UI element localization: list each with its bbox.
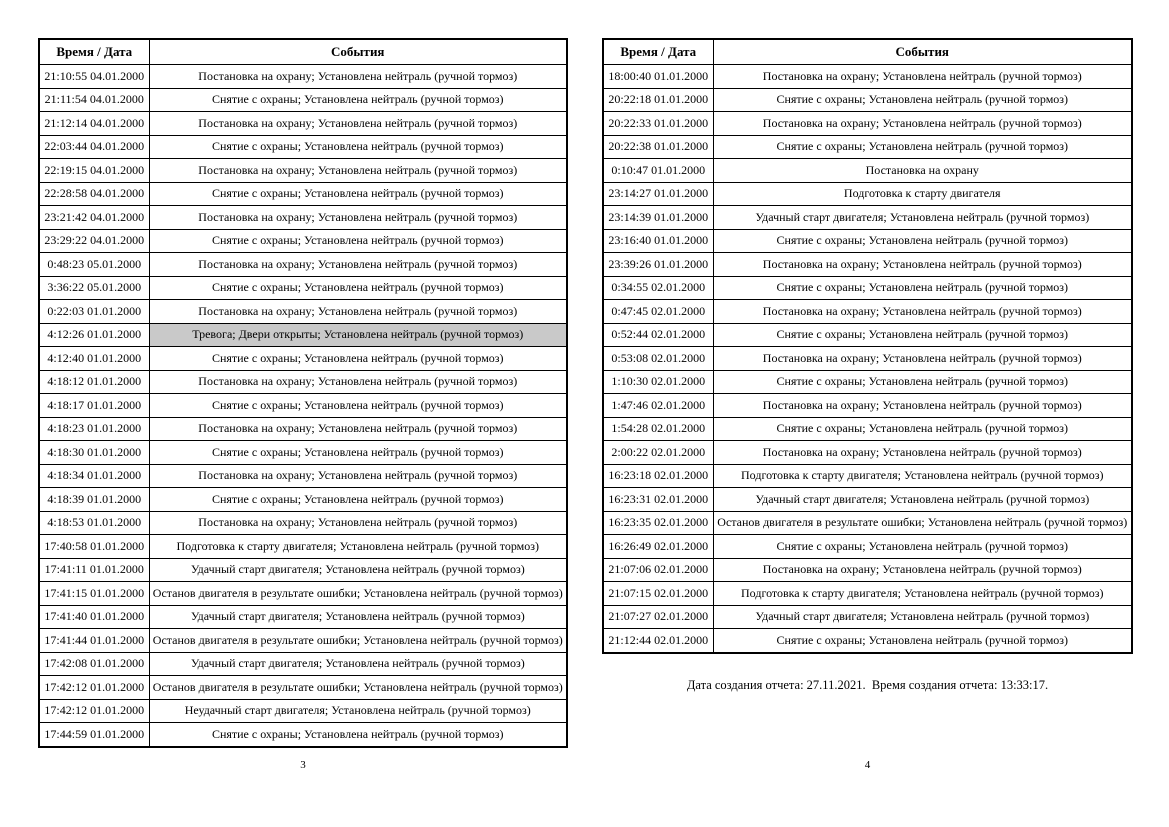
event-cell: Удачный старт двигателя; Установлена нейтраль (ручной тормоз) — [149, 605, 567, 629]
event-cell: Снятие с охраны; Установлена нейтраль (ручной тормоз) — [713, 417, 1132, 441]
time-date-cell: 4:12:26 01.01.2000 — [39, 323, 149, 347]
time-date-cell: 17:42:08 01.01.2000 — [39, 652, 149, 676]
event-cell: Постановка на охрану; Установлена нейтраль (ручной тормоз) — [149, 511, 567, 535]
time-date-cell: 22:19:15 04.01.2000 — [39, 159, 149, 183]
event-cell: Снятие с охраны; Установлена нейтраль (ручной тормоз) — [713, 629, 1132, 653]
table-row — [603, 206, 1132, 230]
table-row — [39, 206, 567, 230]
event-cell: Подготовка к старту двигателя — [713, 182, 1132, 206]
event-cell: Останов двигателя в результате ошибки; Установлена нейтраль (ручной тормоз) — [713, 511, 1132, 535]
event-cell: Постановка на охрану; Установлена нейтраль (ручной тормоз) — [149, 206, 567, 230]
table-row — [603, 112, 1132, 136]
table-row — [39, 676, 567, 700]
page-number: 3 — [300, 759, 306, 771]
time-date-cell: 17:42:12 01.01.2000 — [39, 699, 149, 723]
event-cell: Снятие с охраны; Установлена нейтраль (ручной тормоз) — [149, 276, 567, 300]
table-row — [39, 582, 567, 606]
table-row — [603, 229, 1132, 253]
table-row — [39, 652, 567, 676]
time-date-cell: 23:16:40 01.01.2000 — [603, 229, 713, 253]
event-cell: Удачный старт двигателя; Установлена нейтраль (ручной тормоз) — [713, 605, 1132, 629]
event-cell: Снятие с охраны; Установлена нейтраль (ручной тормоз) — [713, 135, 1132, 159]
table-row — [39, 558, 567, 582]
time-date-cell: 1:47:46 02.01.2000 — [603, 394, 713, 418]
table-row — [39, 182, 567, 206]
table-row — [603, 629, 1132, 653]
event-cell: Постановка на охрану; Установлена нейтраль (ручной тормоз) — [713, 441, 1132, 465]
time-date-cell: 4:18:53 01.01.2000 — [39, 511, 149, 535]
events-table-body — [603, 65, 1132, 653]
event-cell: Постановка на охрану; Установлена нейтраль (ручной тормоз) — [149, 253, 567, 277]
table-row — [603, 535, 1132, 559]
table-row — [603, 347, 1132, 371]
table-row — [603, 558, 1132, 582]
event-cell: Постановка на охрану; Установлена нейтраль (ручной тормоз) — [149, 464, 567, 488]
event-cell: Постановка на охрану; Установлена нейтраль (ручной тормоз) — [713, 253, 1132, 277]
time-date-cell: 21:07:15 02.01.2000 — [603, 582, 713, 606]
time-date-cell: 20:22:18 01.01.2000 — [603, 88, 713, 112]
event-cell: Снятие с охраны; Установлена нейтраль (ручной тормоз) — [713, 535, 1132, 559]
time-date-cell: 22:28:58 04.01.2000 — [39, 182, 149, 206]
time-date-cell: 17:41:40 01.01.2000 — [39, 605, 149, 629]
column-header-time-date: Время / Дата — [39, 39, 149, 65]
table-row — [39, 88, 567, 112]
time-date-cell: 23:39:26 01.01.2000 — [603, 253, 713, 277]
time-date-cell: 20:22:38 01.01.2000 — [603, 135, 713, 159]
time-date-cell: 4:18:23 01.01.2000 — [39, 417, 149, 441]
table-row — [39, 464, 567, 488]
time-date-cell: 17:44:59 01.01.2000 — [39, 723, 149, 747]
table-row — [39, 629, 567, 653]
time-date-cell: 0:22:03 01.01.2000 — [39, 300, 149, 324]
event-cell: Снятие с охраны; Установлена нейтраль (ручной тормоз) — [149, 723, 567, 747]
event-cell: Постановка на охрану; Установлена нейтраль (ручной тормоз) — [713, 112, 1132, 136]
events-table — [602, 38, 1133, 654]
time-date-cell: 4:18:39 01.01.2000 — [39, 488, 149, 512]
table-row — [39, 535, 567, 559]
time-date-cell: 0:10:47 01.01.2000 — [603, 159, 713, 183]
time-date-cell: 16:23:35 02.01.2000 — [603, 511, 713, 535]
time-date-cell: 23:14:27 01.01.2000 — [603, 182, 713, 206]
table-row — [39, 511, 567, 535]
event-cell: Снятие с охраны; Установлена нейтраль (ручной тормоз) — [149, 488, 567, 512]
event-cell: Снятие с охраны; Установлена нейтраль (ручной тормоз) — [713, 229, 1132, 253]
event-cell: Снятие с охраны; Установлена нейтраль (ручной тормоз) — [149, 347, 567, 371]
event-cell: Постановка на охрану; Установлена нейтраль (ручной тормоз) — [149, 370, 567, 394]
time-date-cell: 17:41:15 01.01.2000 — [39, 582, 149, 606]
table-row — [603, 370, 1132, 394]
table-row — [603, 65, 1132, 89]
event-cell: Удачный старт двигателя; Установлена нейтраль (ручной тормоз) — [149, 652, 567, 676]
event-cell: Постановка на охрану; Установлена нейтраль (ручной тормоз) — [149, 112, 567, 136]
event-cell: Постановка на охрану; Установлена нейтраль (ручной тормоз) — [149, 159, 567, 183]
table-row — [603, 605, 1132, 629]
table-row — [39, 323, 567, 347]
time-date-cell: 18:00:40 01.01.2000 — [603, 65, 713, 89]
event-cell: Останов двигателя в результате ошибки; Установлена нейтраль (ручной тормоз) — [149, 582, 567, 606]
table-row — [39, 229, 567, 253]
event-cell: Снятие с охраны; Установлена нейтраль (ручной тормоз) — [149, 229, 567, 253]
table-row — [603, 582, 1132, 606]
time-date-cell: 0:48:23 05.01.2000 — [39, 253, 149, 277]
table-row — [39, 370, 567, 394]
time-date-cell: 3:36:22 05.01.2000 — [39, 276, 149, 300]
time-date-cell: 20:22:33 01.01.2000 — [603, 112, 713, 136]
time-date-cell: 21:07:27 02.01.2000 — [603, 605, 713, 629]
column-header-time-date: Время / Дата — [603, 39, 713, 65]
event-cell: Постановка на охрану; Установлена нейтраль (ручной тормоз) — [149, 417, 567, 441]
table-row — [603, 135, 1132, 159]
time-date-cell: 4:18:30 01.01.2000 — [39, 441, 149, 465]
table-row — [39, 159, 567, 183]
event-cell: Снятие с охраны; Установлена нейтраль (ручной тормоз) — [149, 441, 567, 465]
event-cell: Подготовка к старту двигателя; Установлена нейтраль (ручной тормоз) — [149, 535, 567, 559]
event-cell: Снятие с охраны; Установлена нейтраль (ручной тормоз) — [149, 135, 567, 159]
time-date-cell: 16:23:31 02.01.2000 — [603, 488, 713, 512]
time-date-cell: 4:12:40 01.01.2000 — [39, 347, 149, 371]
time-date-cell: 1:54:28 02.01.2000 — [603, 417, 713, 441]
time-date-cell: 0:47:45 02.01.2000 — [603, 300, 713, 324]
events-table — [38, 38, 568, 748]
time-date-cell: 17:40:58 01.01.2000 — [39, 535, 149, 559]
column-header-events: События — [713, 39, 1132, 65]
event-cell: Постановка на охрану; Установлена нейтраль (ручной тормоз) — [713, 300, 1132, 324]
event-cell: Удачный старт двигателя; Установлена нейтраль (ручной тормоз) — [713, 488, 1132, 512]
table-row — [603, 441, 1132, 465]
time-date-cell: 21:07:06 02.01.2000 — [603, 558, 713, 582]
event-cell: Неудачный старт двигателя; Установлена нейтраль (ручной тормоз) — [149, 699, 567, 723]
time-date-cell: 16:26:49 02.01.2000 — [603, 535, 713, 559]
table-row — [603, 323, 1132, 347]
event-cell: Снятие с охраны; Установлена нейтраль (ручной тормоз) — [713, 370, 1132, 394]
events-table-body — [39, 65, 567, 747]
event-cell: Постановка на охрану; Установлена нейтраль (ручной тормоз) — [713, 65, 1132, 89]
time-date-cell: 17:42:12 01.01.2000 — [39, 676, 149, 700]
event-cell: Постановка на охрану; Установлена нейтраль (ручной тормоз) — [713, 394, 1132, 418]
time-date-cell: 17:41:44 01.01.2000 — [39, 629, 149, 653]
table-row — [603, 253, 1132, 277]
time-date-cell: 0:52:44 02.01.2000 — [603, 323, 713, 347]
time-date-cell: 4:18:34 01.01.2000 — [39, 464, 149, 488]
time-date-cell: 23:29:22 04.01.2000 — [39, 229, 149, 253]
time-date-cell: 2:00:22 02.01.2000 — [603, 441, 713, 465]
event-cell: Удачный старт двигателя; Установлена нейтраль (ручной тормоз) — [713, 206, 1132, 230]
table-row — [39, 723, 567, 747]
table-row — [39, 441, 567, 465]
table-row — [39, 605, 567, 629]
event-cell: Снятие с охраны; Установлена нейтраль (ручной тормоз) — [149, 88, 567, 112]
table-row — [603, 417, 1132, 441]
table-row — [39, 417, 567, 441]
table-row — [603, 159, 1132, 183]
table-row — [39, 135, 567, 159]
event-cell: Останов двигателя в результате ошибки; Установлена нейтраль (ручной тормоз) — [149, 629, 567, 653]
table-row — [39, 699, 567, 723]
page-number: 4 — [864, 759, 871, 771]
table-row — [39, 488, 567, 512]
event-cell: Снятие с охраны; Установлена нейтраль (ручной тормоз) — [713, 276, 1132, 300]
event-cell: Постановка на охрану; Установлена нейтраль (ручной тормоз) — [713, 558, 1132, 582]
event-cell: Подготовка к старту двигателя; Установлена нейтраль (ручной тормоз) — [713, 582, 1132, 606]
event-cell: Останов двигателя в результате ошибки; Установлена нейтраль (ручной тормоз) — [149, 676, 567, 700]
event-cell: Постановка на охрану; Установлена нейтраль (ручной тормоз) — [149, 300, 567, 324]
table-row — [39, 300, 567, 324]
report-page-4 — [602, 38, 1133, 808]
time-date-cell: 17:41:11 01.01.2000 — [39, 558, 149, 582]
table-row — [603, 394, 1132, 418]
table-row — [603, 88, 1132, 112]
event-cell: Постановка на охрану — [713, 159, 1132, 183]
table-row — [603, 182, 1132, 206]
time-date-cell: 21:12:44 02.01.2000 — [603, 629, 713, 653]
event-cell: Снятие с охраны; Установлена нейтраль (ручной тормоз) — [149, 394, 567, 418]
time-date-cell: 21:10:55 04.01.2000 — [39, 65, 149, 89]
table-header-row — [603, 39, 1132, 65]
time-date-cell: 1:10:30 02.01.2000 — [603, 370, 713, 394]
event-cell: Снятие с охраны; Установлена нейтраль (ручной тормоз) — [713, 323, 1132, 347]
time-date-cell: 21:12:14 04.01.2000 — [39, 112, 149, 136]
time-date-cell: 16:23:18 02.01.2000 — [603, 464, 713, 488]
table-row — [39, 65, 567, 89]
report-page-3 — [38, 38, 568, 808]
event-cell: Постановка на охрану; Установлена нейтраль (ручной тормоз) — [149, 65, 567, 89]
event-cell-alarm-highlighted: Тревога; Двери открыты; Установлена нейтраль (ручной тормоз) — [149, 323, 567, 347]
table-header-row — [39, 39, 567, 65]
time-date-cell: 23:21:42 04.01.2000 — [39, 206, 149, 230]
table-row — [39, 394, 567, 418]
report-creation-footer: Дата создания отчета: 27.11.2021. Время создания отчета: 13:33:17. — [686, 677, 1049, 692]
column-header-events: События — [149, 39, 567, 65]
table-row — [39, 276, 567, 300]
table-row — [603, 276, 1132, 300]
time-date-cell: 4:18:17 01.01.2000 — [39, 394, 149, 418]
table-row — [39, 347, 567, 371]
time-date-cell: 4:18:12 01.01.2000 — [39, 370, 149, 394]
event-cell: Снятие с охраны; Установлена нейтраль (ручной тормоз) — [149, 182, 567, 206]
time-date-cell: 0:53:08 02.01.2000 — [603, 347, 713, 371]
event-cell: Постановка на охрану; Установлена нейтраль (ручной тормоз) — [713, 347, 1132, 371]
time-date-cell: 21:11:54 04.01.2000 — [39, 88, 149, 112]
time-date-cell: 0:34:55 02.01.2000 — [603, 276, 713, 300]
table-row — [603, 300, 1132, 324]
time-date-cell: 22:03:44 04.01.2000 — [39, 135, 149, 159]
table-row — [603, 488, 1132, 512]
time-date-cell: 23:14:39 01.01.2000 — [603, 206, 713, 230]
table-row — [39, 253, 567, 277]
table-row — [603, 511, 1132, 535]
event-cell: Удачный старт двигателя; Установлена нейтраль (ручной тормоз) — [149, 558, 567, 582]
event-cell: Снятие с охраны; Установлена нейтраль (ручной тормоз) — [713, 88, 1132, 112]
table-row — [603, 464, 1132, 488]
event-cell: Подготовка к старту двигателя; Установлена нейтраль (ручной тормоз) — [713, 464, 1132, 488]
table-row — [39, 112, 567, 136]
